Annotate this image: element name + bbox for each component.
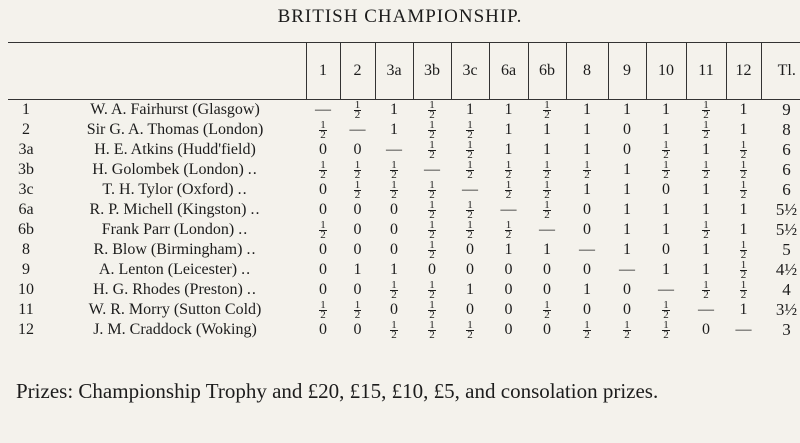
score-cell: 0 <box>583 301 591 318</box>
score-cell: 0 <box>390 221 398 238</box>
crosstable-body <box>8 100 800 341</box>
player-rank: 3b <box>18 161 34 178</box>
player-name-cell <box>44 240 306 260</box>
score-cell: $\frac{1}{2}$ <box>429 118 435 141</box>
leader-dots: .. <box>247 161 258 178</box>
player-rank: 8 <box>22 241 30 258</box>
score-cell: 1 <box>623 161 631 178</box>
score-cell: $\frac{1}{2}$ <box>663 158 669 181</box>
score-cell: — <box>658 281 674 298</box>
score-cell: — <box>735 321 752 338</box>
score-cell: 0 <box>466 261 474 278</box>
score-cell: — <box>579 241 595 258</box>
column-header: 6a <box>489 43 528 100</box>
player-rank: 3a <box>18 141 34 158</box>
score-cell: $\frac{1}{2}$ <box>320 158 326 181</box>
score-cell: 0 <box>353 201 362 218</box>
score-cell: 1 <box>583 121 591 138</box>
score-cell: 1 <box>466 281 474 298</box>
player-rank: 6b <box>18 221 34 238</box>
column-header: 9 <box>608 43 646 100</box>
score-cell: $\frac{1}{2}$ <box>740 138 747 161</box>
table-row <box>8 240 800 260</box>
score-cell: 0 <box>504 321 513 338</box>
score-cell: 1 <box>702 241 710 258</box>
score-cell: $\frac{1}{2}$ <box>584 318 590 341</box>
score-cell: $\frac{1}{2}$ <box>544 98 550 121</box>
score-cell: $\frac{1}{2}$ <box>740 278 747 301</box>
player-name: R. P. Michell (Kingston) <box>89 201 247 218</box>
player-name-cell <box>44 320 306 340</box>
player-name: A. Lenton (Leicester) <box>98 261 238 278</box>
score-cell: 1 <box>504 101 513 118</box>
score-cell: 1 <box>739 301 748 318</box>
score-cell: $\frac{1}{2}$ <box>391 178 397 201</box>
score-cell: $\frac{1}{2}$ <box>703 118 709 141</box>
score-cell: $\frac{1}{2}$ <box>467 198 473 221</box>
score-cell: 1 <box>739 101 748 118</box>
table-row <box>8 140 800 160</box>
total-score: 8 <box>782 120 791 139</box>
column-header: 3a <box>375 43 413 100</box>
score-cell: 0 <box>504 281 513 298</box>
score-cell: $\frac{1}{2}$ <box>467 318 473 341</box>
player-name: W. R. Morry (Sutton Cold) <box>88 301 262 318</box>
leader-dots: .. <box>237 181 248 198</box>
score-cell: $\frac{1}{2}$ <box>740 258 747 281</box>
score-cell: $\frac{1}{2}$ <box>429 198 435 221</box>
total-score: 6 <box>782 140 791 159</box>
score-cell: 1 <box>353 261 362 278</box>
score-cell: 0 <box>353 221 362 238</box>
score-cell: 0 <box>353 321 362 338</box>
score-cell: $\frac{1}{2}$ <box>703 218 709 241</box>
score-cell: $\frac{1}{2}$ <box>505 218 512 241</box>
score-cell: 0 <box>319 181 327 198</box>
score-cell: 1 <box>583 141 591 158</box>
player-name-cell <box>44 200 306 220</box>
column-header: 8 <box>566 43 608 100</box>
score-cell: 0 <box>319 201 327 218</box>
score-cell: $\frac{1}{2}$ <box>429 98 435 121</box>
score-cell: 0 <box>353 241 362 258</box>
player-rank: 11 <box>18 301 34 318</box>
score-cell: 0 <box>623 301 631 318</box>
player-name-cell <box>44 260 306 280</box>
score-cell: $\frac{1}{2}$ <box>663 318 669 341</box>
score-cell: 0 <box>390 301 398 318</box>
score-cell: 0 <box>428 261 436 278</box>
score-cell: — <box>698 301 714 318</box>
score-cell: $\frac{1}{2}$ <box>740 158 747 181</box>
score-cell: — <box>349 121 366 138</box>
score-cell: 1 <box>466 101 474 118</box>
total-score: 3 <box>782 320 791 339</box>
score-cell: $\frac{1}{2}$ <box>391 318 397 341</box>
score-cell: $\frac{1}{2}$ <box>740 238 747 261</box>
score-cell: $\frac{1}{2}$ <box>467 158 473 181</box>
score-cell: — <box>539 221 555 238</box>
score-cell: 0 <box>504 301 513 318</box>
score-cell: 0 <box>543 281 551 298</box>
leader-dots: .. <box>246 281 257 298</box>
table-row <box>8 200 800 220</box>
score-cell: $\frac{1}{2}$ <box>320 218 326 241</box>
total-score: 4½ <box>775 260 798 279</box>
total-score: 5½ <box>775 220 798 239</box>
score-cell: 1 <box>662 261 670 278</box>
leader-dots: .. <box>246 241 257 258</box>
score-cell: 1 <box>390 261 398 278</box>
score-cell: 1 <box>739 221 748 238</box>
score-cell: 0 <box>319 261 327 278</box>
player-rank: 6a <box>18 201 34 218</box>
table-row <box>8 120 800 140</box>
total-score: 5 <box>782 240 791 259</box>
score-cell: $\frac{1}{2}$ <box>354 158 361 181</box>
page-title: BRITISH CHAMPIONSHIP. <box>277 6 523 27</box>
player-name: J. M. Craddock (Woking) <box>93 321 257 338</box>
score-cell: 1 <box>543 121 551 138</box>
score-cell: 1 <box>739 201 748 218</box>
score-cell: 1 <box>739 121 748 138</box>
player-rank: 9 <box>22 261 30 278</box>
player-name: H. E. Atkins (Hudd'field) <box>94 141 256 158</box>
score-cell: — <box>315 101 331 118</box>
score-cell: $\frac{1}{2}$ <box>467 138 473 161</box>
score-cell: — <box>500 201 517 218</box>
score-cell: — <box>462 181 478 198</box>
score-cell: $\frac{1}{2}$ <box>391 158 397 181</box>
score-cell: 1 <box>702 141 710 158</box>
score-cell: 1 <box>583 101 591 118</box>
score-cell: 0 <box>702 321 710 338</box>
score-cell: — <box>424 161 440 178</box>
table-row <box>8 100 800 121</box>
score-cell: 0 <box>319 281 327 298</box>
score-cell: $\frac{1}{2}$ <box>544 198 550 221</box>
score-cell: $\frac{1}{2}$ <box>320 118 326 141</box>
table-row <box>8 280 800 300</box>
score-cell: 1 <box>583 181 591 198</box>
player-rank: 3c <box>18 181 34 198</box>
score-cell: 1 <box>583 281 591 298</box>
player-name: W. A. Fairhurst (Glasgow) <box>90 101 260 118</box>
player-name-cell <box>44 300 306 320</box>
table-row <box>8 320 800 340</box>
score-cell: $\frac{1}{2}$ <box>544 178 550 201</box>
column-header: 3b <box>413 43 451 100</box>
leader-dots: .. <box>250 201 261 218</box>
score-cell: 0 <box>390 241 398 258</box>
player-name: H. Golombek (London) <box>92 161 244 178</box>
score-cell: $\frac{1}{2}$ <box>544 298 550 321</box>
score-cell: $\frac{1}{2}$ <box>429 178 435 201</box>
header-blank <box>8 43 44 100</box>
score-cell: 0 <box>623 281 631 298</box>
player-name: Sir G. A. Thomas (London) <box>86 121 264 138</box>
player-rank: 12 <box>18 321 34 338</box>
score-cell: 1 <box>504 121 513 138</box>
score-cell: 1 <box>390 101 398 118</box>
header-row <box>8 43 800 100</box>
score-cell: 1 <box>504 141 513 158</box>
score-cell: $\frac{1}{2}$ <box>354 98 361 121</box>
total-score: 5½ <box>775 200 798 219</box>
score-cell: $\frac{1}{2}$ <box>467 218 473 241</box>
player-name-cell <box>44 280 306 300</box>
column-header: 3c <box>451 43 489 100</box>
prizes-text: Prizes: Championship Trophy and £20, £15, £10, £5, and consolation prizes. <box>16 379 659 403</box>
column-header: 12 <box>726 43 761 100</box>
score-cell: $\frac{1}{2}$ <box>467 118 473 141</box>
player-name: Frank Parr (London) <box>101 221 235 238</box>
score-cell: 1 <box>504 241 513 258</box>
score-cell: 0 <box>662 241 670 258</box>
score-cell: 0 <box>583 221 591 238</box>
score-cell: $\frac{1}{2}$ <box>505 178 512 201</box>
score-cell: $\frac{1}{2}$ <box>624 318 630 341</box>
score-cell: 0 <box>583 201 591 218</box>
score-cell: 1 <box>662 221 670 238</box>
score-cell: 0 <box>319 141 327 158</box>
score-cell: $\frac{1}{2}$ <box>429 318 435 341</box>
score-cell: $\frac{1}{2}$ <box>429 138 435 161</box>
score-cell: 0 <box>390 201 398 218</box>
score-cell: $\frac{1}{2}$ <box>429 218 435 241</box>
player-name: R. Blow (Birmingham) <box>93 241 243 258</box>
score-cell: — <box>386 141 402 158</box>
score-cell: $\frac{1}{2}$ <box>505 158 512 181</box>
player-name: T. H. Tylor (Oxford) <box>102 181 234 198</box>
score-cell: 1 <box>623 221 631 238</box>
score-cell: 0 <box>583 261 591 278</box>
score-cell: 1 <box>702 181 710 198</box>
score-cell: 1 <box>662 201 670 218</box>
score-cell: 1 <box>623 181 631 198</box>
score-cell: 0 <box>623 141 631 158</box>
table-row <box>8 160 800 180</box>
score-cell: $\frac{1}{2}$ <box>584 158 590 181</box>
table-row <box>8 300 800 320</box>
score-cell: 1 <box>543 241 551 258</box>
score-cell: — <box>619 261 635 278</box>
score-cell: $\frac{1}{2}$ <box>354 178 361 201</box>
score-cell: $\frac{1}{2}$ <box>320 298 326 321</box>
table-row <box>8 220 800 240</box>
score-cell: 0 <box>466 241 474 258</box>
leader-dots: .. <box>241 261 252 278</box>
player-name-cell <box>44 100 306 121</box>
total-score: 3½ <box>775 300 798 319</box>
total-score: 9 <box>782 100 791 119</box>
score-cell: $\frac{1}{2}$ <box>354 298 361 321</box>
player-name-cell <box>44 180 306 200</box>
score-cell: 0 <box>662 181 670 198</box>
score-cell: 1 <box>662 101 670 118</box>
score-cell: $\frac{1}{2}$ <box>429 298 435 321</box>
score-cell: $\frac{1}{2}$ <box>663 138 669 161</box>
score-cell: $\frac{1}{2}$ <box>703 98 709 121</box>
score-cell: $\frac{1}{2}$ <box>740 178 747 201</box>
table-row <box>8 180 800 200</box>
player-rank: 1 <box>22 101 30 118</box>
score-cell: 1 <box>390 121 398 138</box>
score-cell: $\frac{1}{2}$ <box>429 238 435 261</box>
score-cell: 0 <box>504 261 513 278</box>
score-cell: 1 <box>662 121 670 138</box>
table-row <box>8 260 800 280</box>
player-name-cell <box>44 160 306 180</box>
score-cell: $\frac{1}{2}$ <box>703 278 709 301</box>
column-header: 1 <box>306 43 340 100</box>
column-header: Tl. <box>761 43 800 100</box>
column-header: 11 <box>686 43 726 100</box>
player-name-cell <box>44 140 306 160</box>
score-cell: 1 <box>623 101 631 118</box>
player-name-cell <box>44 220 306 240</box>
score-cell: 1 <box>623 201 631 218</box>
score-cell: $\frac{1}{2}$ <box>544 158 550 181</box>
header-blank <box>44 43 306 100</box>
total-score: 6 <box>782 160 791 179</box>
score-cell: 0 <box>353 141 362 158</box>
score-cell: $\frac{1}{2}$ <box>391 278 397 301</box>
score-cell: 0 <box>543 261 551 278</box>
player-name: H. G. Rhodes (Preston) <box>93 281 243 298</box>
score-cell: 1 <box>623 241 631 258</box>
score-cell: 1 <box>543 141 551 158</box>
total-score: 6 <box>782 180 791 199</box>
score-cell: 0 <box>623 121 631 138</box>
score-cell: $\frac{1}{2}$ <box>703 158 709 181</box>
leader-dots: .. <box>238 221 249 238</box>
score-cell: 1 <box>702 261 710 278</box>
score-cell: 0 <box>319 241 327 258</box>
player-rank: 10 <box>18 281 34 298</box>
score-cell: 0 <box>319 321 327 338</box>
column-header: 2 <box>340 43 375 100</box>
column-header: 10 <box>646 43 686 100</box>
score-cell: $\frac{1}{2}$ <box>429 278 435 301</box>
column-header: 6b <box>528 43 566 100</box>
crosstable <box>8 42 800 340</box>
total-score: 4 <box>782 280 791 299</box>
score-cell: 1 <box>702 201 710 218</box>
player-rank: 2 <box>22 121 30 138</box>
score-cell: 0 <box>543 321 551 338</box>
player-name-cell <box>44 120 306 140</box>
score-cell: $\frac{1}{2}$ <box>663 298 669 321</box>
score-cell: 0 <box>353 281 362 298</box>
score-cell: 0 <box>466 301 474 318</box>
